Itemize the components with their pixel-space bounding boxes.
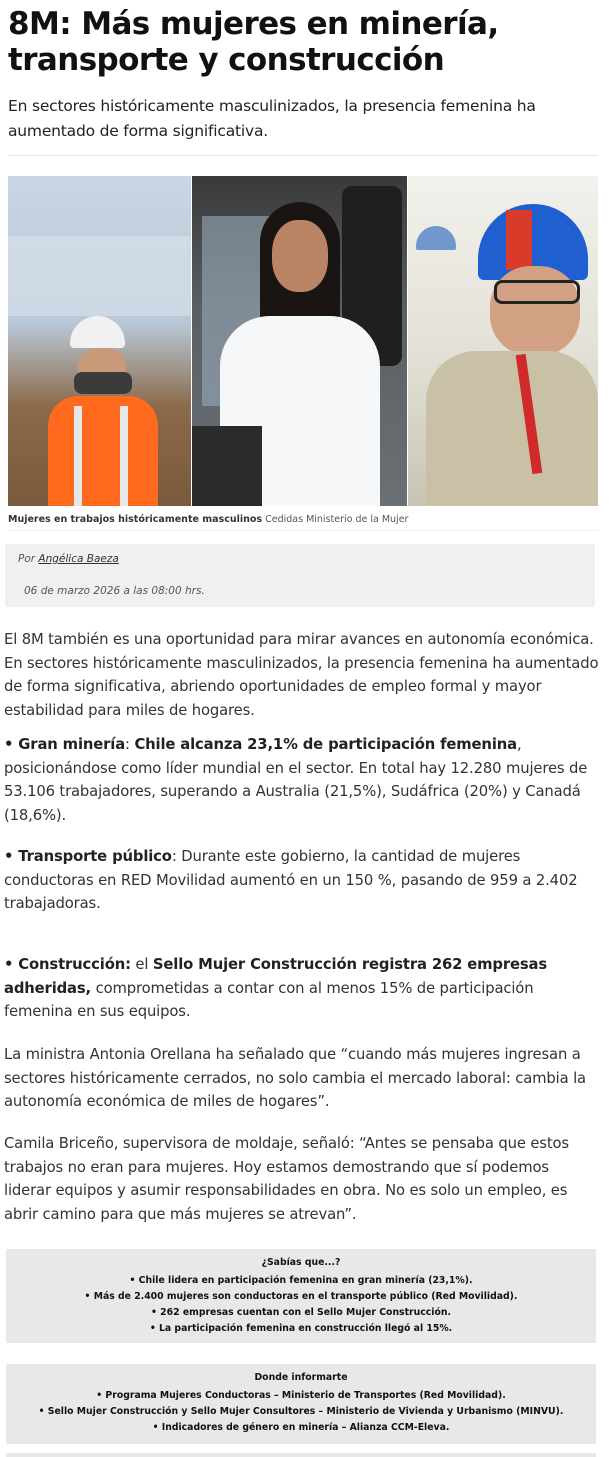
mining-colon: : bbox=[125, 736, 135, 753]
facts-item: • 262 empresas cuentan con el Sello Mujer Construcción. bbox=[151, 1307, 451, 1318]
body-transport bbox=[4, 845, 600, 916]
photo-caption bbox=[8, 514, 603, 525]
caption-divider bbox=[8, 530, 598, 531]
photo-bus-driver bbox=[192, 176, 407, 506]
mining-text: , posicionándose como líder mundial en el sector. En total hay 12.280 mujeres de 53.106 trabajadores, superando a Australia (21,5%), Sudáfrica (20%) y Canadá (18,6%). bbox=[4, 736, 588, 824]
facts-item: • Chile lidera en participación femenina en gran minería (23,1%). bbox=[129, 1275, 473, 1286]
quote-minister: La ministra Antonia Orellana ha señalado que “cuando más mujeres ingresan a sectores históricamente cerrados, no solo cambia el mercado laboral: cambia la autonomía económica de miles de hogares”. bbox=[4, 1046, 586, 1110]
photo-engineer-helmet bbox=[408, 176, 598, 506]
construction-highlight: Sello Mujer Construcción registra 262 empresas adheridas, bbox=[4, 956, 548, 997]
byline-prefix: Por bbox=[18, 553, 36, 565]
construction-label: • Construcción: bbox=[4, 956, 131, 973]
photo-miner-worker bbox=[8, 176, 191, 506]
body-mining bbox=[4, 733, 600, 827]
mining-highlight: Chile alcanza 23,1% de participación femenina bbox=[134, 736, 517, 753]
resources-item: • Programa Mujeres Conductoras – Ministerio de Transportes (Red Movilidad). bbox=[96, 1390, 506, 1401]
publish-date: 06 de marzo 2026 a las 08:00 hrs. bbox=[24, 585, 205, 597]
mining-label: • Gran minería bbox=[4, 736, 126, 753]
construction-text-a: el bbox=[130, 956, 153, 973]
facts-box bbox=[6, 1249, 596, 1343]
construction-text-b: comprometidas a contar con al menos 15% de participación femenina en sus equipos. bbox=[4, 979, 534, 1020]
resources-item: • Sello Mujer Construcción y Sello Mujer Consultores – Ministerio de Vivienda y Urbanismo (MINVU). bbox=[38, 1406, 564, 1417]
resources-item: • Indicadores de género en minería – Alianza CCM-Eleva. bbox=[152, 1422, 450, 1433]
body-construction bbox=[4, 953, 600, 1024]
header-divider bbox=[8, 155, 598, 156]
byline bbox=[18, 553, 119, 565]
transport-label: • Transporte público bbox=[4, 848, 172, 865]
quote-supervisor: Camila Briceño, supervisora de moldaje, señaló: “Antes se pensaba que estos trabajos no eran para mujeres. Hoy estamos demostrando que sí podemos liderar equipos y asumir responsabilidades en obra. No es solo un empleo, es abrir camino para que más mujeres se atrevan”. bbox=[4, 1135, 569, 1223]
body-intro: El 8M también es una oportunidad para mirar avances en autonomía económica. En sectores históricamente masculinizados, la presencia femenina ha aumentado de forma significativa, abriendo oportunidades de empleo formal y mayor estabilidad para miles de hogares. bbox=[4, 631, 599, 719]
article-subheadline: En sectores históricamente masculinizados, la presencia femenina ha aumentado de forma significativa. bbox=[8, 97, 536, 140]
next-box-edge bbox=[6, 1453, 596, 1457]
transport-text: : Durante este gobierno, la cantidad de mujeres conductoras en RED Movilidad aumentó en un 150 %, pasando de 959 a 2.402 trabajadoras. bbox=[4, 848, 578, 912]
byline-box bbox=[5, 544, 595, 607]
caption-credit: Cedidas Ministerio de la Mujer bbox=[265, 514, 409, 525]
resources-title: Donde informarte bbox=[254, 1372, 348, 1383]
facts-item: • Más de 2.400 mujeres son conductoras en el transporte público (Red Movilidad). bbox=[84, 1291, 518, 1302]
caption-title: Mujeres en trabajos históricamente masculinos bbox=[8, 514, 263, 525]
article-headline: 8M: Más mujeres en minería, transporte y construcción bbox=[8, 6, 499, 78]
facts-title: ¿Sabías que...? bbox=[261, 1257, 341, 1268]
author-link[interactable]: Angélica Baeza bbox=[38, 553, 119, 565]
facts-item: • La participación femenina en construcción llegó al 15%. bbox=[149, 1323, 453, 1334]
resources-box bbox=[6, 1364, 596, 1444]
